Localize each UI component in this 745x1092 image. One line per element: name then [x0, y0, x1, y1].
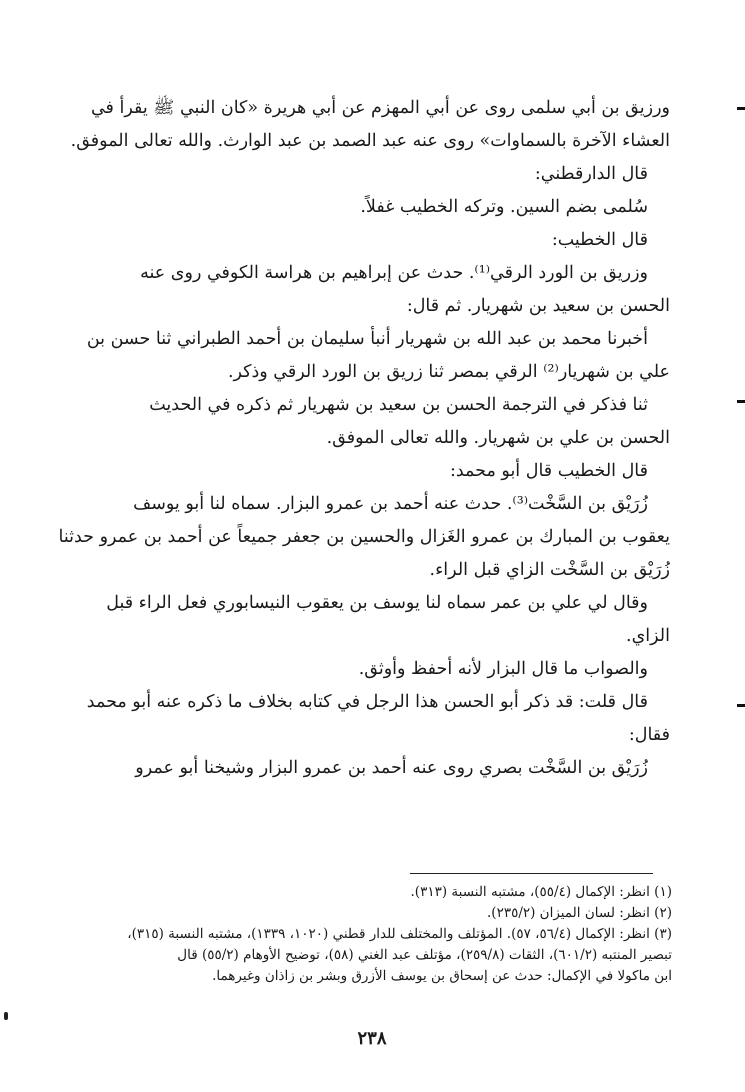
footnote-line: (٢) انظر: لسان الميزان (٢٣٥/٢).	[487, 905, 672, 921]
text-line: والصواب ما قال البزار لأنه أحفظ وأوثق.	[358, 659, 648, 679]
text-line: زُرَيْق بن السَّخْت الزاي قبل الراء.	[429, 560, 670, 580]
text-line: سُلمى بضم السين. وتركه الخطيب غفلاً.	[360, 197, 648, 217]
text-line: قال الدارقطني:	[534, 164, 648, 184]
text-line: يعقوب بن المبارك بن عمرو الغَزال والحسين بن جعفر جميعاً عن أحمد بن عمرو حدثنا	[58, 527, 670, 547]
text-line: وقال لي علي بن عمر سماه لنا يوسف بن يعقوب النيسابوري فعل الراء قبل	[106, 593, 648, 613]
text-line: زُرَيْق بن السَّخْت بصري روى عنه أحمد بن عمرو البزار وشيخنا أبو عمرو	[135, 758, 648, 778]
text-line: أخبرنا محمد بن عبد الله بن شهريار أنبأ سليمان بن أحمد الطبراني ثنا حسن بن	[86, 329, 648, 349]
footnote-line: (٣) انظر: الإكمال (٥٦/٤، ٥٧). المؤتلف والمختلف للدار قطني (١٠٢٠، ١٣٣٩)، مشتبه النسبة (٣١٥)،	[127, 926, 672, 942]
text-line: الحسن بن سعيد بن شهريار. ثم قال:	[406, 296, 670, 316]
text-line: ورزيق بن أبي سلمى روى عن أبي المهزم عن أبي هريرة «كان النبي ﷺ يقرأ في	[90, 98, 670, 118]
footnotes	[60, 882, 672, 987]
footnote-line: تبصير المنتبه (٦٠١/٢)، الثقات (٢٥٩/٨)، مؤتلف عبد الغني (٥٨)، توضيح الأوهام (٥٥/٢) قال	[177, 947, 672, 963]
text-line: العشاء الآخرة بالسماوات» روى عنه عبد الصمد بن عبد الوارث. والله تعالى الموفق.	[70, 131, 670, 151]
page-number: ٢٣٨	[357, 1028, 387, 1049]
text-line: قال الخطيب:	[551, 230, 648, 250]
text-line: الحسن بن علي بن شهريار. والله تعالى الموفق.	[326, 428, 670, 448]
footnote-line: (١) انظر: الإكمال (٥٥/٤)، مشتبه النسبة (٣١٣).	[410, 884, 672, 900]
text-line: الزاي.	[626, 626, 670, 646]
text-line: فقال:	[628, 725, 670, 745]
text-line: قال قلت: قد ذكر أبو الحسن هذا الرجل في كتابه بخلاف ما ذكره عنه أبو محمد	[86, 692, 648, 712]
text-line: ثنا فذكر في الترجمة الحسن بن سعيد بن شهريار ثم ذكره في الحديث	[149, 395, 648, 415]
edge-mark	[737, 107, 745, 110]
edge-mark	[737, 704, 745, 707]
text-line: زُرَيْق بن السَّخْت⁽³⁾. حدث عنه أحمد بن عمرو البزار. سماه لنا أبو يوسف	[133, 494, 648, 514]
text-line: قال الخطيب قال أبو محمد:	[449, 461, 648, 481]
footnote-divider	[410, 873, 653, 874]
body-text	[58, 92, 670, 785]
footnote-line: ابن ماكولا في الإكمال: حدث عن إسحاق بن يوسف الأزرق وبشر بن زاذان وغيرهما.	[212, 968, 672, 984]
text-line: وزريق بن الورد الرقي⁽¹⁾. حدث عن إبراهيم بن هراسة الكوفي روى عنه	[140, 263, 648, 283]
edge-mark	[4, 1012, 8, 1020]
edge-mark	[737, 400, 745, 403]
text-line: علي بن شهريار⁽²⁾ الرقي بمصر ثنا زريق بن الورد الرقي وذكر.	[227, 362, 670, 382]
